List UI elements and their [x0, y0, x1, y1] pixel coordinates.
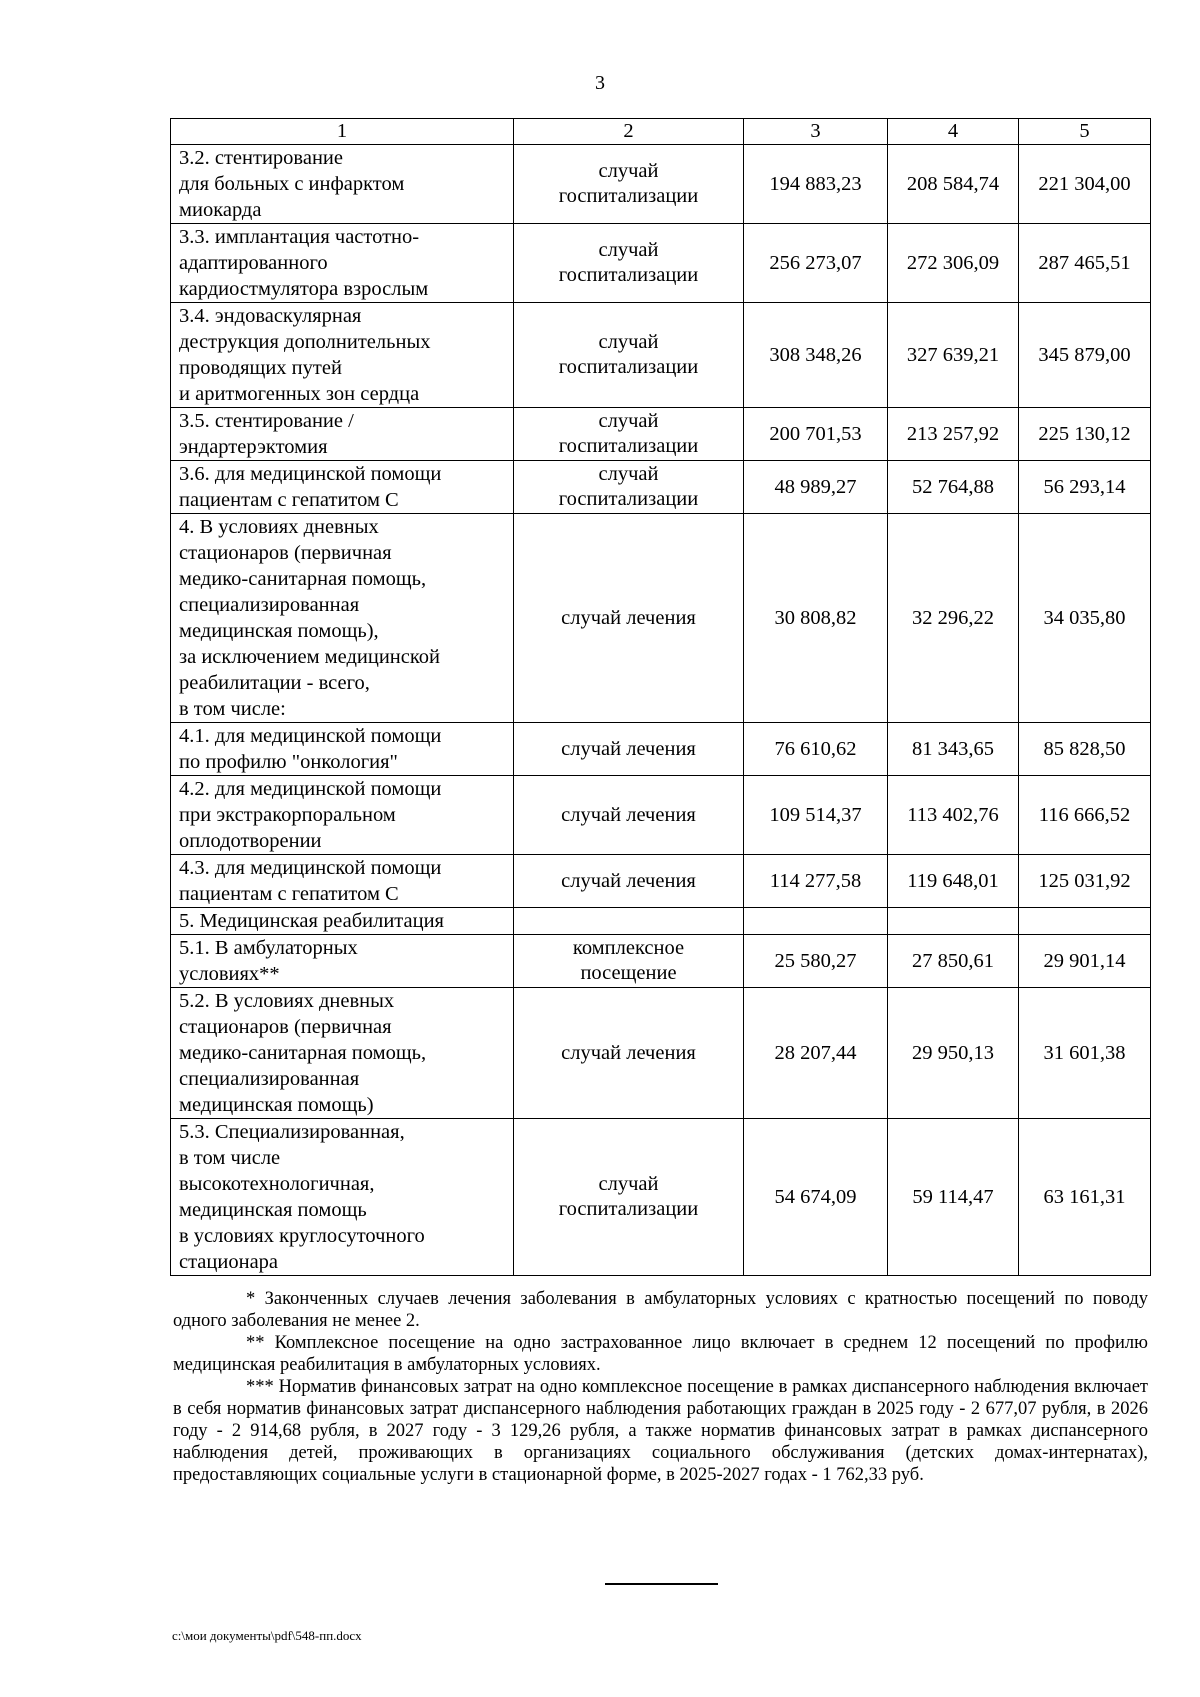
footnote-single-asterisk: * Законченных случаев лечения заболевания в амбулаторных условиях с кратностью посещений по поводу одного заболевания не менее 2.: [173, 1289, 1148, 1331]
document-file-path: c:\мои документы\pdf\548-пп.docx: [172, 1628, 362, 1643]
table-row: [171, 723, 1151, 776]
care-type-cell: 5.3. Специализированная, в том числе высокотехнологичная, медицинская помощь в условиях круглосуточного стационара: [171, 1119, 514, 1276]
unit-cell: случай госпитализации: [514, 224, 744, 303]
value-2026-cell: 272 306,09: [888, 224, 1019, 303]
table-row: [171, 988, 1151, 1119]
value-2026-cell: 81 343,65: [888, 723, 1019, 776]
financial-norms-table: [170, 118, 1151, 1276]
care-type-cell: 4.2. для медицинской помощи при экстракорпоральном оплодотворении: [171, 776, 514, 855]
care-type-cell: 4. В условиях дневных стационаров (первичная медико-санитарная помощь, специализированная медицинская помощь), за исключением медицинской реабилитации - всего, в том числе:: [171, 514, 514, 723]
unit-cell: случай лечения: [514, 855, 744, 908]
table-header-row: [171, 119, 1151, 145]
table-row: [171, 145, 1151, 224]
column-header-2: 2: [514, 119, 744, 145]
unit-cell: случай лечения: [514, 723, 744, 776]
care-type-cell: 5. Медицинская реабилитация: [171, 908, 514, 935]
value-2027-cell: 29 901,14: [1019, 935, 1151, 988]
table-row: [171, 776, 1151, 855]
table-row: [171, 1119, 1151, 1276]
value-2026-cell: [888, 908, 1019, 935]
value-2027-cell: 85 828,50: [1019, 723, 1151, 776]
value-2027-cell: [1019, 908, 1151, 935]
value-2027-cell: 116 666,52: [1019, 776, 1151, 855]
unit-cell: случай госпитализации: [514, 145, 744, 224]
value-2025-cell: 28 207,44: [744, 988, 888, 1119]
footnote-triple-asterisk: *** Норматив финансовых затрат на одно комплексное посещение в рамках диспансерного наблюдения включает в себя норматив финансовых затрат диспансерного наблюдения работающих граждан в 2025 году - 2 677,07 рубля, в 2026 году - 2 914,68 рубля, в 2027 году - 3 129,26 рубля, а также норматив финансовых затрат в рамках диспансерного наблюдения детей, проживающих в организациях социального обслуживания (детских домах-интернатах), предоставляющих социальные услуги в стационарной форме, в 2025-2027 годах - 1 762,33 руб.: [173, 1377, 1148, 1485]
value-2026-cell: 59 114,47: [888, 1119, 1019, 1276]
value-2026-cell: 29 950,13: [888, 988, 1019, 1119]
footnotes: [173, 1288, 1148, 1486]
value-2027-cell: 221 304,00: [1019, 145, 1151, 224]
care-type-cell: 3.2. стентирование для больных с инфарктом миокарда: [171, 145, 514, 224]
value-2027-cell: 287 465,51: [1019, 224, 1151, 303]
table-row: [171, 461, 1151, 514]
value-2027-cell: 125 031,92: [1019, 855, 1151, 908]
value-2026-cell: 32 296,22: [888, 514, 1019, 723]
column-header-4: 4: [888, 119, 1019, 145]
care-type-cell: 3.4. эндоваскулярная деструкция дополнительных проводящих путей и аритмогенных зон сердца: [171, 303, 514, 408]
table-row: [171, 935, 1151, 988]
value-2026-cell: 119 648,01: [888, 855, 1019, 908]
column-header-1: 1: [171, 119, 514, 145]
value-2025-cell: 25 580,27: [744, 935, 888, 988]
value-2025-cell: 109 514,37: [744, 776, 888, 855]
unit-cell: случай госпитализации: [514, 1119, 744, 1276]
unit-cell: [514, 908, 744, 935]
care-type-cell: 4.3. для медицинской помощи пациентам с гепатитом С: [171, 855, 514, 908]
value-2026-cell: 113 402,76: [888, 776, 1019, 855]
care-type-cell: 5.2. В условиях дневных стационаров (первичная медико-санитарная помощь, специализированная медицинская помощь): [171, 988, 514, 1119]
value-2025-cell: 308 348,26: [744, 303, 888, 408]
column-header-5: 5: [1019, 119, 1151, 145]
value-2026-cell: 52 764,88: [888, 461, 1019, 514]
table-row: [171, 514, 1151, 723]
value-2026-cell: 213 257,92: [888, 408, 1019, 461]
unit-cell: случай лечения: [514, 514, 744, 723]
table-row: [171, 855, 1151, 908]
value-2025-cell: 76 610,62: [744, 723, 888, 776]
table-row: [171, 408, 1151, 461]
unit-cell: комплексное посещение: [514, 935, 744, 988]
care-type-cell: 5.1. В амбулаторных условиях**: [171, 935, 514, 988]
unit-cell: случай госпитализации: [514, 461, 744, 514]
footnote-double-asterisk: ** Комплексное посещение на одно застрахованное лицо включает в среднем 12 посещений по профилю медицинская реабилитация в амбулаторных условиях.: [173, 1333, 1148, 1375]
footer-divider: [605, 1583, 718, 1585]
unit-cell: случай госпитализации: [514, 408, 744, 461]
care-type-cell: 4.1. для медицинской помощи по профилю "онкология": [171, 723, 514, 776]
page-number: 3: [595, 72, 605, 94]
value-2025-cell: 54 674,09: [744, 1119, 888, 1276]
value-2027-cell: 31 601,38: [1019, 988, 1151, 1119]
value-2027-cell: 34 035,80: [1019, 514, 1151, 723]
value-2027-cell: 345 879,00: [1019, 303, 1151, 408]
table-row: [171, 303, 1151, 408]
care-type-cell: 3.5. стентирование / эндартерэктомия: [171, 408, 514, 461]
value-2025-cell: 30 808,82: [744, 514, 888, 723]
value-2026-cell: 327 639,21: [888, 303, 1019, 408]
value-2025-cell: 200 701,53: [744, 408, 888, 461]
value-2025-cell: 48 989,27: [744, 461, 888, 514]
unit-cell: случай лечения: [514, 988, 744, 1119]
table-row: [171, 224, 1151, 303]
value-2027-cell: 225 130,12: [1019, 408, 1151, 461]
care-type-cell: 3.6. для медицинской помощи пациентам с гепатитом С: [171, 461, 514, 514]
care-type-cell: 3.3. имплантация частотно- адаптированного кардиостмулятора взрослым: [171, 224, 514, 303]
column-header-3: 3: [744, 119, 888, 145]
value-2026-cell: 27 850,61: [888, 935, 1019, 988]
unit-cell: случай госпитализации: [514, 303, 744, 408]
unit-cell: случай лечения: [514, 776, 744, 855]
table-row: [171, 908, 1151, 935]
value-2025-cell: 114 277,58: [744, 855, 888, 908]
value-2027-cell: 56 293,14: [1019, 461, 1151, 514]
value-2026-cell: 208 584,74: [888, 145, 1019, 224]
value-2025-cell: 256 273,07: [744, 224, 888, 303]
value-2025-cell: [744, 908, 888, 935]
value-2025-cell: 194 883,23: [744, 145, 888, 224]
value-2027-cell: 63 161,31: [1019, 1119, 1151, 1276]
